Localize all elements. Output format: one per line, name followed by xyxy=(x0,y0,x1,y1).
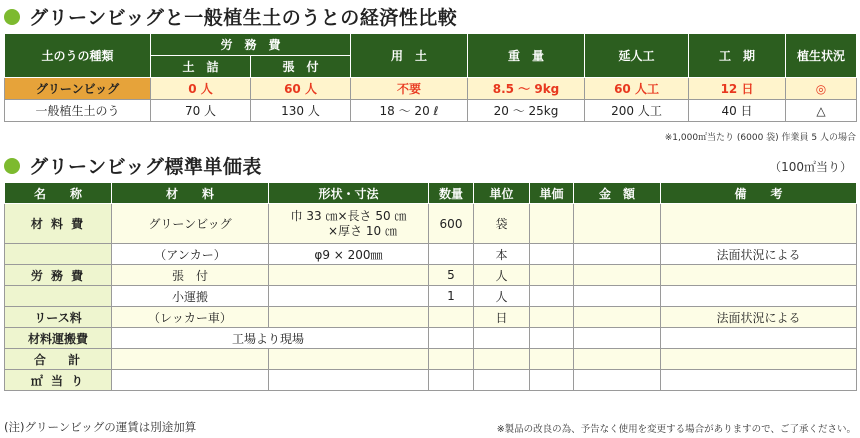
section1-heading xyxy=(4,3,457,30)
cell-unit xyxy=(474,328,530,349)
cell-weight: 20 ～ 25kg xyxy=(468,100,585,122)
cell-price xyxy=(530,328,574,349)
cell-name xyxy=(5,286,112,307)
cell-name: ㎡ 当 り xyxy=(5,370,112,391)
comparison-note: ※1,000㎡当たり (6000 袋) 作業員 5 人の場合 xyxy=(664,133,856,143)
cell-price xyxy=(530,244,574,265)
header-lay: 張 付 xyxy=(251,56,351,78)
cell-qty xyxy=(429,328,474,349)
cell-material: （アンカー） xyxy=(112,244,269,265)
cell-remarks: 法面状況による xyxy=(661,307,857,328)
cell-price xyxy=(530,370,574,391)
cell-material: グリーンビッグ xyxy=(112,204,269,244)
cell-soil: 不要 xyxy=(351,78,468,100)
cell-remarks xyxy=(661,286,857,307)
section2-heading xyxy=(4,152,262,179)
cell-price xyxy=(530,307,574,328)
header-manhours: 延人工 xyxy=(585,34,689,78)
header-price: 単価 xyxy=(530,183,574,204)
cell-unit xyxy=(474,349,530,370)
header-labor: 労 務 費 xyxy=(151,34,351,56)
header-name: 名 称 xyxy=(5,183,112,204)
cell-amount xyxy=(574,328,661,349)
cell-price xyxy=(530,204,574,244)
table-row-greenbig xyxy=(5,78,857,100)
cell-material xyxy=(112,370,269,391)
cell-type: グリーンビッグ xyxy=(5,78,151,100)
header-unit: 単位 xyxy=(474,183,530,204)
header-amount: 金 額 xyxy=(574,183,661,204)
cell-name: リース料 xyxy=(5,307,112,328)
cell-name xyxy=(5,244,112,265)
cell-shape xyxy=(269,265,429,286)
cell-unit: 人 xyxy=(474,265,530,286)
cell-qty xyxy=(429,370,474,391)
cell-amount xyxy=(574,244,661,265)
cell-name: 労 務 費 xyxy=(5,265,112,286)
table-row-general xyxy=(5,100,857,122)
table-row xyxy=(5,328,857,349)
cell-veg: ◎ xyxy=(786,78,857,100)
cell-remarks xyxy=(661,349,857,370)
comparison-table xyxy=(4,33,857,122)
cell-fill: 0 人 xyxy=(151,78,251,100)
cell-type: 一般植生土のう xyxy=(5,100,151,122)
cell-qty: 5 xyxy=(429,265,474,286)
footer-note-left: (注)グリーンビッグの運賃は別途加算 xyxy=(4,420,197,434)
table-row xyxy=(5,370,857,391)
header-remarks: 備 考 xyxy=(661,183,857,204)
header-veg: 植生状況 xyxy=(786,34,857,78)
cell-qty: 600 xyxy=(429,204,474,244)
table-row xyxy=(5,244,857,265)
shape-line-1: 巾 33 ㎝×長さ 50 ㎝ xyxy=(290,208,407,223)
cell-name: 材 料 費 xyxy=(5,204,112,244)
cell-soil: 18 ～ 20 ℓ xyxy=(351,100,468,122)
cell-manhours: 200 人工 xyxy=(585,100,689,122)
unit-label: （100㎡当り） xyxy=(769,160,852,174)
cell-price xyxy=(530,349,574,370)
cell-lay: 130 人 xyxy=(251,100,351,122)
cell-unit: 本 xyxy=(474,244,530,265)
header-material: 材 料 xyxy=(112,183,269,204)
cell-unit xyxy=(474,370,530,391)
cell-remarks xyxy=(661,328,857,349)
cell-unit: 人 xyxy=(474,286,530,307)
cell-remarks xyxy=(661,370,857,391)
cell-material xyxy=(112,349,269,370)
table-row xyxy=(5,265,857,286)
cell-shape xyxy=(269,370,429,391)
header-soil: 用 土 xyxy=(351,34,468,78)
section2-title: グリーンビッグ標準単価表 xyxy=(29,156,262,178)
cell-remarks: 法面状況による xyxy=(661,244,857,265)
cell-shape xyxy=(269,286,429,307)
cell-lay: 60 人 xyxy=(251,78,351,100)
cell-unit: 袋 xyxy=(474,204,530,244)
table-row xyxy=(5,349,857,370)
cell-veg: △ xyxy=(786,100,857,122)
cell-period: 12 日 xyxy=(689,78,786,100)
cell-shape: φ9 × 200㎜ xyxy=(269,244,429,265)
cell-qty xyxy=(429,307,474,328)
table-row xyxy=(5,204,857,244)
header-shape: 形状・寸法 xyxy=(269,183,429,204)
cell-remarks xyxy=(661,204,857,244)
header-period: 工 期 xyxy=(689,34,786,78)
footer-note-right: ※製品の改良の為、予告なく使用を変更する場合がありますので、ご了承ください。 xyxy=(496,424,856,435)
cell-amount xyxy=(574,370,661,391)
section1-title: グリーンビッグと一般植生土のうとの経済性比較 xyxy=(29,7,458,29)
header-type: 土のうの種類 xyxy=(5,34,151,78)
cell-weight: 8.5 ～ 9kg xyxy=(468,78,585,100)
cell-period: 40 日 xyxy=(689,100,786,122)
cell-remarks xyxy=(661,265,857,286)
cell-amount xyxy=(574,349,661,370)
cell-amount xyxy=(574,286,661,307)
green-bullet-icon xyxy=(4,158,20,174)
table-row xyxy=(5,307,857,328)
cell-amount xyxy=(574,204,661,244)
cell-shape xyxy=(269,204,429,244)
header-weight: 重 量 xyxy=(468,34,585,78)
cell-material: 小運搬 xyxy=(112,286,269,307)
unit-price-table xyxy=(4,182,857,391)
cell-name: 合 計 xyxy=(5,349,112,370)
cell-qty xyxy=(429,244,474,265)
green-bullet-icon xyxy=(4,9,20,25)
cell-material: 工場より現場 xyxy=(112,328,429,349)
cell-material: 張 付 xyxy=(112,265,269,286)
cell-amount xyxy=(574,265,661,286)
cell-price xyxy=(530,286,574,307)
header-fill: 土 詰 xyxy=(151,56,251,78)
cell-name: 材料運搬費 xyxy=(5,328,112,349)
table-row xyxy=(5,286,857,307)
cell-material: （レッカー車） xyxy=(112,307,269,328)
cell-fill: 70 人 xyxy=(151,100,251,122)
cell-shape xyxy=(269,349,429,370)
cell-manhours: 60 人工 xyxy=(585,78,689,100)
header-qty: 数量 xyxy=(429,183,474,204)
cell-qty xyxy=(429,349,474,370)
cell-shape xyxy=(269,307,429,328)
cell-unit: 日 xyxy=(474,307,530,328)
cell-qty: 1 xyxy=(429,286,474,307)
shape-line-2: ×厚さ 10 ㎝ xyxy=(328,223,397,238)
cell-price xyxy=(530,265,574,286)
cell-amount xyxy=(574,307,661,328)
